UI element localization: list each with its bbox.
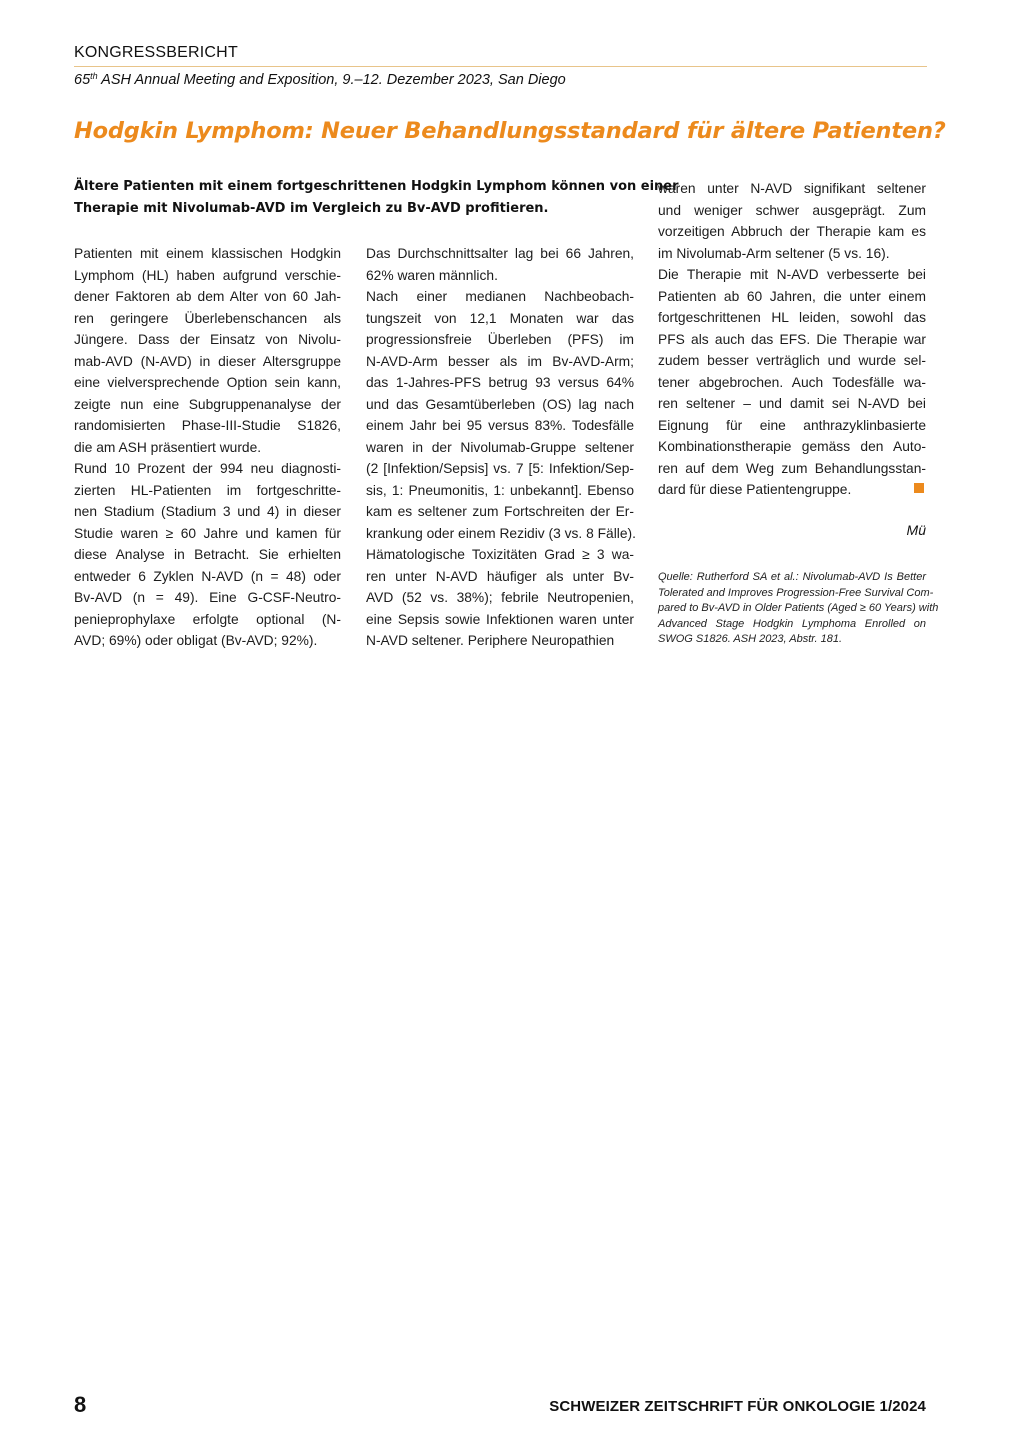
source-line: Tolerated and Improves Progression-Free Survival Com- [658, 586, 934, 599]
col2-line: und das Gesamtüberleben (OS) lag nach [366, 396, 634, 412]
col1-line: AVD; 69%) oder obligat (Bv-AVD; 92%). [74, 633, 318, 648]
article-headline: Hodgkin Lymphom: Neuer Behandlungsstandard für ältere Patienten? [74, 118, 946, 144]
col2-line: krankung oder einem Rezidiv (3 vs. 8 Fälle). [366, 525, 636, 541]
col3-line: tener abgebrochen. Auch Todesfälle wa- [658, 374, 926, 390]
event-rest: ASH Annual Meeting and Exposition, 9.–12. Dezember 2023, San Diego [97, 72, 566, 88]
event-line [74, 71, 566, 88]
col2-line: einem Jahr bei 95 versus 83%. Todesfälle [366, 418, 634, 433]
col3-line: ren seltener – und damit sei N-AVD bei [658, 396, 926, 411]
col2-line: eine Sepsis sowie Infektionen waren unter [366, 611, 634, 627]
col1-line: entweder 6 Zyklen N-AVD (n = 48) oder [74, 568, 341, 584]
col3-line: dard für diese Patientengruppe. [658, 482, 852, 497]
col3-line: PFS als auch das EFS. Die Therapie war [658, 331, 926, 347]
source-line: SWOG S1826. ASH 2023, Abstr. 181. [658, 633, 843, 645]
col2-line: ren unter N-AVD häufiger als unter Bv- [366, 568, 634, 584]
col1-line: Rund 10 Prozent der 994 neu diagnosti- [74, 461, 341, 476]
col3-line: Patienten ab 60 Jahren, die unter einem [658, 288, 926, 304]
end-square-icon [914, 483, 924, 493]
col1-line: Studie waren ≥ 60 Jahre und kamen für [74, 525, 341, 541]
column-2 [366, 243, 634, 652]
col1-line: Patienten mit einem klassischen Hodgkin [74, 246, 341, 261]
col2-line: kam es seltener zum Fortschreiten der Er- [366, 504, 634, 519]
col1-line: zierten HL-Patienten im fortgeschritte- [74, 482, 341, 498]
article-lead [74, 174, 679, 217]
col2-line: sis, 1: Pneumonitis, 1: unbekannt]. Ebenso [366, 482, 634, 498]
col3-line: Die Therapie mit N-AVD verbesserte bei [658, 267, 926, 282]
col1-line: Jüngere. Dass der Einsatz von Nivolu- [74, 332, 341, 347]
col2-line: AVD (52 vs. 38%); febrile Neutropenien, [366, 590, 634, 605]
col3-line: vorzeitigen Abbruch der Therapie kam es [658, 224, 926, 239]
source-line: Quelle: Rutherford SA et al.: Nivolumab-AVD Is Better [658, 571, 926, 583]
col3-line: waren unter N-AVD signifikant seltener [658, 181, 926, 196]
col2-line: Hämatologische Toxizitäten Grad ≥ 3 wa- [366, 547, 634, 562]
col2-line: Nach einer medianen Nachbeobach- [366, 289, 634, 304]
col2-line: progressionsfreie Überleben (PFS) im [366, 332, 634, 347]
col1-line: eine vielversprechende Option sein kann, [74, 375, 341, 390]
journal-title: SCHWEIZER ZEITSCHRIFT FÜR ONKOLOGIE 1/2024 [549, 1398, 926, 1415]
col2-line: N-AVD-Arm besser als im Bv-AVD-Arm; [366, 353, 634, 369]
col1-line: dener Faktoren ab dem Alter von 60 Jah- [74, 289, 341, 304]
col1-line: ren geringere Überlebenschancen als [74, 310, 341, 326]
col1-line: nen Stadium (Stadium 3 und 4) in dieser [74, 504, 341, 519]
col1-line: mab-AVD (N-AVD) in dieser Altersgruppe [74, 353, 341, 369]
col3-line: Eignung für eine anthrazyklinbasierte [658, 417, 926, 433]
col1-line: die am ASH präsentiert wurde. [74, 439, 262, 455]
lead-line: Ältere Patienten mit einem fortgeschrittenen Hodgkin Lymphom können von einer [74, 179, 679, 194]
column-3 [658, 178, 926, 501]
col2-line: waren in der Nivolumab-Gruppe seltener [366, 439, 634, 455]
source-reference [658, 570, 939, 648]
col2-line: N-AVD seltener. Periphere Neuropathien [366, 633, 615, 648]
col3-line: zudem besser verträglich und wurde sel- [658, 353, 926, 368]
col3-line: Kombinationstherapie gemäss den Auto- [658, 439, 926, 454]
source-line: Advanced Stage Hodgkin Lymphoma Enrolled on [658, 617, 926, 630]
col1-line: zeigte nun eine Subgruppenanalyse der [74, 396, 341, 412]
section-rubric: KONGRESSBERICHT [74, 44, 238, 61]
col3-line: fortgeschrittenen HL leiden, sowohl das [658, 310, 926, 325]
col2-line: das 1-Jahres-PFS betrug 93 versus 64% [366, 375, 634, 390]
column-1 [74, 243, 341, 652]
col2-line: Das Durchschnittsalter lag bei 66 Jahren, [366, 246, 634, 261]
col1-line: penieprophylaxe erfolgte optional (N- [74, 611, 341, 627]
author-initials: Mü [906, 522, 926, 538]
source-line: pared to Bv-AVD in Older Patients (Aged ≥ 60 Years) with [658, 602, 939, 614]
col3-line: und weniger schwer ausgeprägt. Zum [658, 202, 926, 218]
col3-line: ren auf dem Weg zum Behandlungsstan- [658, 460, 926, 476]
event-sup: th [90, 71, 98, 81]
event-prefix: 65 [74, 72, 91, 88]
col1-line: randomisierten Phase-III-Studie S1826, [74, 418, 341, 433]
col2-line: (2 [Infektion/Sepsis] vs. 7 [5: Infektion/Sep- [366, 461, 634, 476]
col1-line: Bv-AVD (n = 49). Eine G-CSF-Neutro- [74, 590, 341, 605]
col1-line: diese Analyse in Betracht. Sie erhielten [74, 547, 341, 562]
col2-line: 62% waren männlich. [366, 267, 498, 283]
header-rule [74, 66, 927, 67]
page-number: 8 [74, 1392, 87, 1417]
col3-line: im Nivolumab-Arm seltener (5 vs. 16). [658, 245, 890, 261]
col2-line: tungszeit von 12,1 Monaten war das [366, 310, 634, 326]
col1-line: Lymphom (HL) haben aufgrund verschie- [74, 267, 341, 283]
lead-line: Therapie mit Nivolumab-AVD im Vergleich zu Bv-AVD profitieren. [74, 200, 549, 216]
